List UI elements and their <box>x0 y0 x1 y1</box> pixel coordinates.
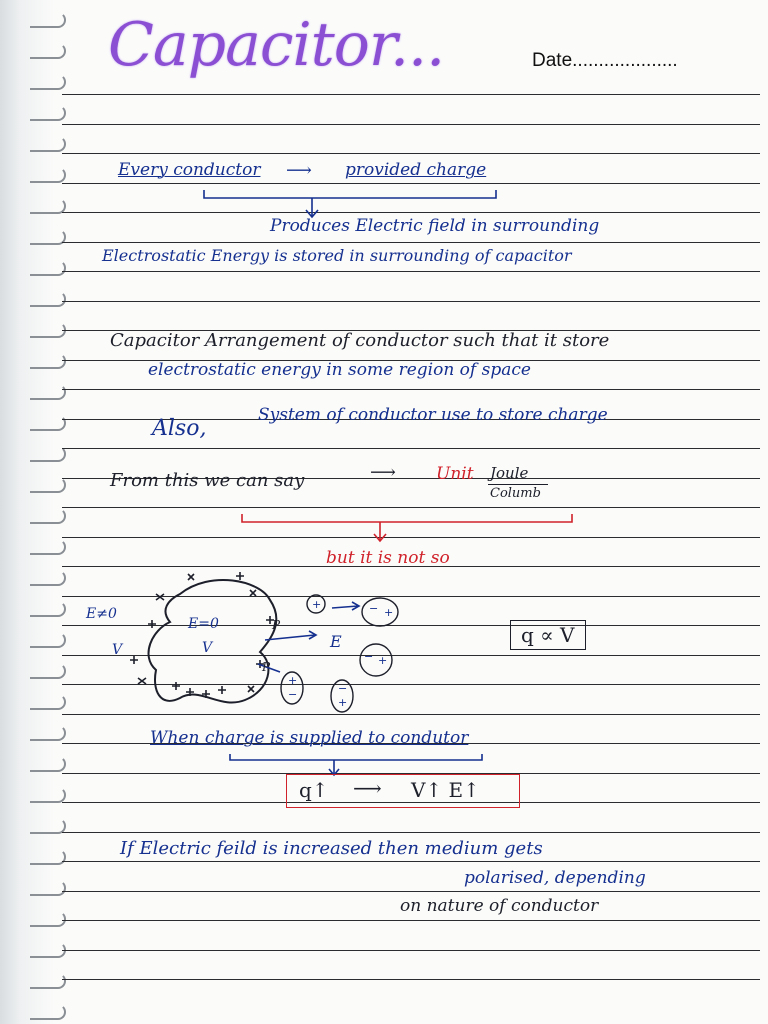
svg-text:−: − <box>338 682 348 695</box>
v-e-up: V↑ E↑ <box>411 778 480 802</box>
ruled-line <box>62 242 760 243</box>
binding-ring <box>30 291 66 307</box>
binding-ring <box>30 198 66 214</box>
ruled-line <box>62 832 760 833</box>
binding-ring <box>30 818 66 834</box>
binding-ring <box>30 539 66 555</box>
binding-ring <box>30 787 66 803</box>
binding-ring <box>30 508 66 524</box>
line-system-store-charge: System of conductor use to store charge <box>258 405 608 425</box>
binding-ring <box>30 973 66 989</box>
unit-coulomb: Columb <box>490 486 541 501</box>
ruled-line <box>62 861 760 862</box>
conductor-outline <box>149 580 277 703</box>
binding-ring <box>30 229 66 245</box>
relation-box <box>286 774 520 808</box>
binding-ring <box>30 12 66 28</box>
ruled-line <box>62 891 760 892</box>
ruled-line <box>62 979 760 980</box>
unit-label: Unit <box>436 464 474 484</box>
binding-ring <box>30 1004 66 1020</box>
line-every-conductor: Every conductor <box>118 160 261 180</box>
field-arrows <box>258 602 359 672</box>
line-produces-field: Produces Electric field in surrounding <box>270 216 600 236</box>
point-p1: P <box>272 618 281 632</box>
binding-ring <box>30 136 66 152</box>
molecule-signs <box>288 598 393 709</box>
line-field-increased: If Electric feild is increased then medium gets <box>120 838 543 859</box>
v-outside-label: V <box>112 642 123 658</box>
ruled-line <box>62 94 760 95</box>
arrow-1: ⟶ <box>286 160 312 181</box>
arrow-3: ⟶ <box>353 776 382 800</box>
svg-text:+: + <box>384 606 394 619</box>
binding-ring <box>30 322 66 338</box>
ruled-line <box>62 183 760 184</box>
line-capacitor-def: Capacitor Arrangement of conductor such that it store <box>110 330 610 351</box>
binding-ring <box>30 384 66 400</box>
v-inside-label: V <box>202 640 213 656</box>
point-p2: P <box>262 660 271 674</box>
fraction-bar <box>488 484 548 485</box>
svg-text:−: − <box>288 688 298 701</box>
binding-ring <box>30 260 66 276</box>
line-polarised: polarised, depending <box>464 868 646 888</box>
ruled-line <box>62 271 760 272</box>
ruled-line <box>62 507 760 508</box>
svg-text:−: − <box>369 602 379 615</box>
bracket-2 <box>238 510 578 546</box>
ruled-line <box>62 950 760 951</box>
line-charge-supplied: When charge is supplied to condutor <box>150 728 469 748</box>
ruled-line <box>62 301 760 302</box>
line-provided-charge: provided charge <box>345 160 487 180</box>
binding-ring <box>30 911 66 927</box>
ruled-line <box>62 920 760 921</box>
line-electrostatic-space: electrostatic energy in some region of space <box>148 360 531 380</box>
line-energy-stored: Electrostatic Energy is stored in surrounding of capacitor <box>102 246 572 265</box>
binding-ring <box>30 415 66 431</box>
e-inside-label: E=0 <box>188 616 219 632</box>
page-title: Capacitor... <box>108 10 445 80</box>
binding-ring <box>30 43 66 59</box>
surface-charges <box>130 572 274 698</box>
line-from-this: From this we can say <box>110 470 305 491</box>
binding-ring <box>30 849 66 865</box>
arrow-2: ⟶ <box>370 462 396 483</box>
binding-ring <box>30 942 66 958</box>
spiral-binding <box>0 0 60 1024</box>
binding-ring <box>30 756 66 772</box>
line-not-so: but it is not so <box>326 548 450 568</box>
binding-ring <box>30 105 66 121</box>
svg-text:+: + <box>338 696 348 709</box>
unit-joule: Joule <box>490 464 529 482</box>
svg-text:+: + <box>288 674 298 687</box>
binding-ring <box>30 446 66 462</box>
q-up: q↑ <box>299 778 329 802</box>
svg-text:+: + <box>378 654 388 667</box>
line-nature: on nature of conductor <box>400 896 599 916</box>
ruled-line <box>62 124 760 125</box>
ruled-line <box>62 448 760 449</box>
field-e-label: E <box>330 632 342 651</box>
binding-ring <box>30 880 66 896</box>
ruled-line <box>62 153 760 154</box>
binding-ring <box>30 167 66 183</box>
line-also: Also, <box>152 416 207 441</box>
q-proportional-v: q ∝ V <box>510 620 586 650</box>
svg-text:−: − <box>364 650 374 663</box>
ruled-line <box>62 389 760 390</box>
date-label: Date.................... <box>532 50 678 71</box>
binding-ring <box>30 353 66 369</box>
svg-text:+: + <box>312 598 322 611</box>
e-outside-label: E≠0 <box>86 606 117 622</box>
binding-ring <box>30 74 66 90</box>
binding-ring <box>30 477 66 493</box>
